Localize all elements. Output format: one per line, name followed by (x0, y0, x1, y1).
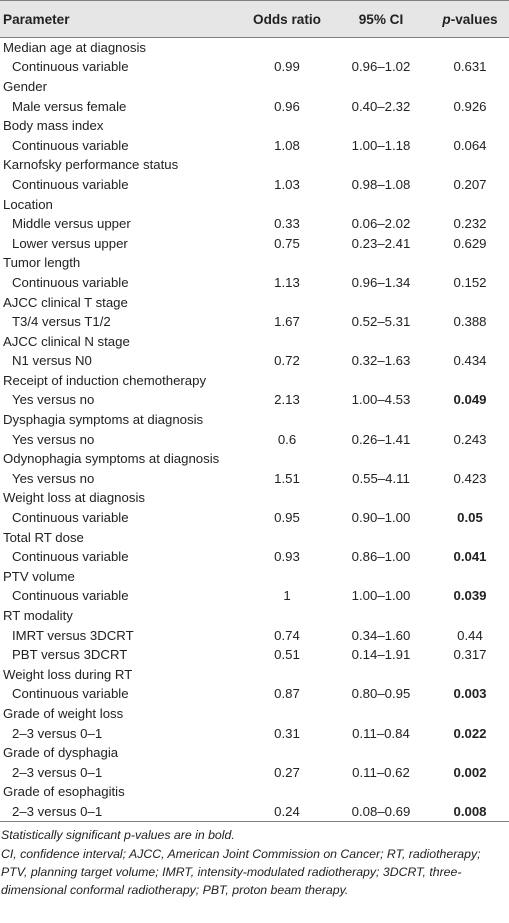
table-row (0, 625, 509, 645)
p-value-cell: 0.039 (453, 588, 487, 604)
p-value-cell: 0.022 (453, 725, 487, 741)
ci-cell: 0.11–0.84 (352, 725, 410, 741)
row-label: Continuous variable (12, 59, 129, 75)
table-group-row (0, 410, 509, 430)
header-parameter: Parameter (3, 11, 70, 27)
odds-ratio-cell: 0.24 (274, 803, 300, 819)
table-group-row (0, 704, 509, 724)
p-value-cell: 0.434 (453, 353, 487, 369)
odds-ratio-cell: 0.96 (274, 98, 300, 114)
table-row (0, 586, 509, 606)
table-row (0, 312, 509, 332)
odds-ratio-cell: 0.6 (277, 431, 297, 447)
ci-cell: 0.86–1.00 (351, 549, 411, 565)
row-label: Continuous variable (12, 686, 129, 702)
row-label: Continuous variable (12, 137, 129, 153)
table-row (0, 57, 509, 77)
table-group-row (0, 449, 509, 469)
table-row (0, 762, 509, 782)
table-group-row (0, 77, 509, 97)
row-label: N1 versus N0 (12, 353, 92, 369)
table-group-row (0, 371, 509, 391)
row-label: 2–3 versus 0–1 (12, 803, 103, 819)
p-value-cell: 0.423 (453, 470, 487, 486)
table-row (0, 214, 509, 234)
group-label: Total RT dose (3, 529, 84, 545)
ci-cell: 0.80–0.95 (351, 686, 411, 702)
group-label: AJCC clinical T stage (3, 294, 128, 310)
ci-cell: 0.23–2.41 (351, 235, 411, 251)
table-row (0, 684, 509, 704)
table-row (0, 351, 509, 371)
group-label: AJCC clinical N stage (3, 333, 130, 349)
odds-ratio-cell: 1.08 (274, 137, 300, 153)
group-label: Grade of weight loss (3, 705, 124, 721)
odds-ratio-cell: 0.75 (274, 235, 300, 251)
p-value-cell: 0.926 (453, 98, 487, 114)
ci-cell: 0.96–1.02 (351, 59, 411, 75)
header-ci: 95% CI (358, 11, 404, 27)
row-label: Yes versus no (12, 392, 95, 408)
p-value-cell: 0.064 (453, 137, 487, 153)
p-value-cell: 0.041 (453, 549, 487, 565)
footnote-abbreviations: CI, confidence interval; AJCC, American Joint Commission on Cancer; RT, radiotherapy; PTV, planning target volume; IMRT, intensity-modulated radiotherapy; 3DCRT, three-dimensional conformal radiotherapy; PBT, proton beam therapy. (1, 846, 481, 898)
row-label: Continuous variable (12, 510, 129, 526)
group-label: Odynophagia symptoms at diagnosis (3, 451, 220, 467)
table-group-row (0, 488, 509, 508)
ci-cell: 1.00–1.00 (351, 588, 411, 604)
odds-ratio-cell: 0.51 (274, 647, 300, 663)
row-label: Male versus female (12, 98, 127, 114)
table-group-row (0, 116, 509, 136)
row-label: PBT versus 3DCRT (12, 647, 128, 663)
row-label: Continuous variable (12, 274, 129, 290)
row-label: Continuous variable (12, 588, 129, 604)
odds-ratio-cell: 0.31 (274, 725, 300, 741)
ci-cell: 1.00–4.53 (351, 392, 411, 408)
row-label: Continuous variable (12, 549, 129, 565)
odds-ratio-cell: 0.74 (274, 627, 300, 643)
table-group-row (0, 38, 509, 58)
table-group-row (0, 527, 509, 547)
table-row (0, 390, 509, 410)
table-row (0, 233, 509, 253)
p-value-cell: 0.049 (453, 392, 487, 408)
row-label: 2–3 versus 0–1 (12, 764, 103, 780)
table-group-row (0, 194, 509, 214)
table-row (0, 645, 509, 665)
p-value-cell: 0.152 (453, 274, 487, 290)
odds-ratio-cell: 0.33 (274, 216, 300, 232)
odds-ratio-cell: 1 (283, 588, 291, 604)
group-label: Median age at diagnosis (3, 40, 146, 56)
table-group-row (0, 567, 509, 587)
p-value-cell: 0.003 (453, 686, 487, 702)
odds-ratio-cell: 0.87 (274, 686, 300, 702)
ci-cell: 0.90–1.00 (351, 510, 411, 526)
ci-cell: 0.52–5.31 (351, 314, 411, 330)
table-group-row (0, 782, 509, 802)
odds-ratio-cell: 1.51 (274, 470, 300, 486)
group-label: Body mass index (3, 118, 104, 134)
group-label: Weight loss at diagnosis (3, 490, 145, 506)
odds-ratio-cell: 1.67 (274, 314, 300, 330)
table-group-row (0, 331, 509, 351)
row-label: Yes versus no (12, 431, 95, 447)
table-row (0, 429, 509, 449)
table-row (0, 802, 509, 822)
ci-cell: 0.08–0.69 (351, 803, 411, 819)
p-value-cell: 0.388 (453, 314, 487, 330)
p-value-cell: 0.008 (453, 803, 487, 819)
table-footnotes (0, 822, 509, 900)
group-label: Weight loss during RT (3, 666, 133, 682)
ci-cell: 0.06–2.02 (351, 216, 411, 232)
row-label: T3/4 versus T1/2 (12, 314, 111, 330)
odds-ratio-cell: 0.72 (274, 353, 300, 369)
header-p-italic: p (442, 11, 451, 27)
odds-ratio-cell: 1.13 (274, 274, 300, 290)
p-value-cell: 0.243 (453, 431, 487, 447)
group-label: Grade of esophagitis (3, 784, 125, 800)
header-p-values (431, 1, 509, 38)
ci-cell: 0.32–1.63 (351, 353, 411, 369)
ci-cell: 1.00–1.18 (351, 137, 411, 153)
group-label: Location (3, 196, 53, 212)
table-row (0, 469, 509, 489)
ci-cell: 0.55–4.11 (352, 470, 410, 486)
ci-cell: 0.14–1.91 (351, 647, 411, 663)
table-row (0, 175, 509, 195)
row-label: 2–3 versus 0–1 (12, 725, 103, 741)
table-group-row (0, 606, 509, 626)
table-group-row (0, 253, 509, 273)
odds-ratio-cell: 2.13 (274, 392, 300, 408)
odds-ratio-cell: 0.27 (274, 764, 300, 780)
table-row (0, 547, 509, 567)
p-value-cell: 0.002 (453, 764, 487, 780)
table-row (0, 135, 509, 155)
table-header-row (0, 1, 509, 38)
group-label: RT modality (3, 608, 73, 624)
footnote-significance: Statistically significant p-values are in bold. (1, 828, 235, 843)
header-odds-ratio: Odds ratio (253, 11, 321, 27)
odds-ratio-cell: 0.93 (274, 549, 300, 565)
odds-ratio-cell: 1.03 (274, 176, 300, 192)
ci-cell: 0.96–1.34 (351, 274, 411, 290)
group-label: Receipt of induction chemotherapy (3, 372, 207, 388)
p-value-cell: 0.629 (453, 235, 487, 251)
row-label: Yes versus no (12, 470, 95, 486)
ci-cell: 0.34–1.60 (351, 627, 411, 643)
table-row (0, 508, 509, 528)
group-label: Grade of dysphagia (3, 745, 119, 761)
group-label: Tumor length (3, 255, 81, 271)
table-group-row (0, 743, 509, 763)
p-value-cell: 0.317 (453, 647, 487, 663)
group-label: Dysphagia symptoms at diagnosis (3, 412, 204, 428)
p-value-cell: 0.232 (453, 216, 487, 232)
ci-cell: 0.26–1.41 (351, 431, 411, 447)
table-row (0, 723, 509, 743)
ci-cell: 0.98–1.08 (351, 176, 411, 192)
table-row (0, 273, 509, 293)
row-label: Continuous variable (12, 176, 129, 192)
group-label: PTV volume (3, 568, 75, 584)
row-label: Middle versus upper (12, 216, 131, 232)
row-label: Lower versus upper (12, 235, 128, 251)
group-label: Gender (3, 78, 47, 94)
header-p-rest: -values (450, 11, 498, 27)
p-value-cell: 0.44 (457, 627, 483, 643)
odds-ratio-cell: 0.99 (274, 59, 300, 75)
p-value-cell: 0.207 (453, 176, 487, 192)
p-value-cell: 0.631 (453, 59, 487, 75)
table-group-row (0, 292, 509, 312)
table-group-row (0, 665, 509, 685)
p-value-cell: 0.05 (457, 510, 483, 526)
odds-ratio-cell: 0.95 (274, 510, 300, 526)
ci-cell: 0.11–0.62 (352, 764, 410, 780)
table-body (0, 38, 509, 822)
row-label: IMRT versus 3DCRT (12, 627, 134, 643)
group-label: Karnofsky performance status (3, 157, 179, 173)
table-group-row (0, 155, 509, 175)
ci-cell: 0.40–2.32 (351, 98, 411, 114)
table-row (0, 96, 509, 116)
